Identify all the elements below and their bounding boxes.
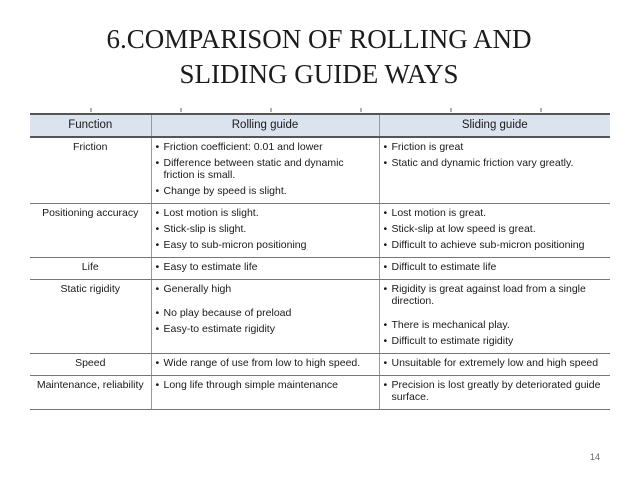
sliding-guide-list bbox=[384, 138, 607, 175]
list-item: • Friction is great bbox=[384, 141, 607, 153]
rolling-guide-cell bbox=[151, 137, 379, 204]
table-row bbox=[30, 376, 610, 410]
rolling-guide-cell bbox=[151, 354, 379, 376]
sliding-guide-list bbox=[384, 280, 607, 353]
list-item: • Easy to sub-micron positioning bbox=[156, 239, 375, 251]
page-number: 14 bbox=[590, 452, 601, 462]
list-item: • Rigidity is great against load from a single direction. bbox=[384, 283, 607, 307]
sliding-guide-cell bbox=[379, 280, 610, 354]
function-cell: Static rigidity bbox=[30, 280, 151, 354]
cropped-top-edge bbox=[30, 108, 610, 112]
rolling-guide-cell bbox=[151, 376, 379, 410]
list-item: • Change by speed is slight. bbox=[156, 185, 375, 197]
list-item: • Stick-slip is slight. bbox=[156, 223, 375, 235]
list-item: • Generally high bbox=[156, 283, 375, 295]
list-item: • Static and dynamic friction vary greatly. bbox=[384, 157, 607, 169]
header-rolling-guide: Rolling guide bbox=[151, 114, 379, 137]
sliding-guide-cell bbox=[379, 376, 610, 410]
list-item: • Long life through simple maintenance bbox=[156, 379, 375, 391]
rolling-guide-list bbox=[156, 204, 375, 257]
list-item: • There is mechanical play. bbox=[384, 319, 607, 331]
list-item: • Difficult to estimate life bbox=[384, 261, 607, 273]
table-row bbox=[30, 280, 610, 354]
rolling-guide-cell bbox=[151, 258, 379, 280]
sliding-guide-cell bbox=[379, 354, 610, 376]
rolling-guide-cell bbox=[151, 204, 379, 258]
list-item: • Difference between static and dynamic friction is small. bbox=[156, 157, 375, 181]
sliding-guide-cell bbox=[379, 204, 610, 258]
sliding-guide-list bbox=[384, 258, 607, 279]
slide-title-line-2: SLIDING GUIDE WAYS bbox=[179, 59, 459, 89]
list-item: • Unsuitable for extremely low and high speed bbox=[384, 357, 607, 369]
table-row bbox=[30, 354, 610, 376]
list-item: • No play because of preload bbox=[156, 307, 375, 319]
comparison-table bbox=[30, 113, 610, 410]
sliding-guide-list bbox=[384, 354, 607, 375]
function-cell: Positioning accuracy bbox=[30, 204, 151, 258]
header-function: Function bbox=[30, 114, 151, 137]
list-item: • Stick-slip at low speed is great. bbox=[384, 223, 607, 235]
list-item: • Difficult to estimate rigidity bbox=[384, 335, 607, 347]
list-item: • Lost motion is slight. bbox=[156, 207, 375, 219]
sliding-guide-list bbox=[384, 376, 607, 409]
slide-title bbox=[0, 22, 638, 92]
function-cell: Friction bbox=[30, 137, 151, 204]
table-header-row bbox=[30, 114, 610, 137]
rolling-guide-list bbox=[156, 354, 375, 375]
comparison-table-image bbox=[30, 108, 610, 436]
list-item: • Friction coefficient: 0.01 and lower bbox=[156, 141, 375, 153]
rolling-guide-list bbox=[156, 280, 375, 341]
sliding-guide-cell bbox=[379, 137, 610, 204]
header-sliding-guide: Sliding guide bbox=[379, 114, 610, 137]
sliding-guide-cell bbox=[379, 258, 610, 280]
rolling-guide-list bbox=[156, 376, 375, 397]
rolling-guide-list bbox=[156, 138, 375, 203]
function-cell: Maintenance, reliability bbox=[30, 376, 151, 410]
table-row bbox=[30, 204, 610, 258]
rolling-guide-cell bbox=[151, 280, 379, 354]
list-item: • Easy-to estimate rigidity bbox=[156, 323, 375, 335]
list-item: • Difficult to achieve sub-micron positioning bbox=[384, 239, 607, 251]
list-item: • Precision is lost greatly by deteriorated guide surface. bbox=[384, 379, 607, 403]
list-item: • Lost motion is great. bbox=[384, 207, 607, 219]
list-item: • Easy to estimate life bbox=[156, 261, 375, 273]
list-item: • Wide range of use from low to high speed. bbox=[156, 357, 375, 369]
rolling-guide-list bbox=[156, 258, 375, 279]
table-row bbox=[30, 258, 610, 280]
function-cell: Speed bbox=[30, 354, 151, 376]
sliding-guide-list bbox=[384, 204, 607, 257]
table-row bbox=[30, 137, 610, 204]
function-cell: Life bbox=[30, 258, 151, 280]
slide-title-line-1: 6.COMPARISON OF ROLLING AND bbox=[106, 24, 532, 54]
